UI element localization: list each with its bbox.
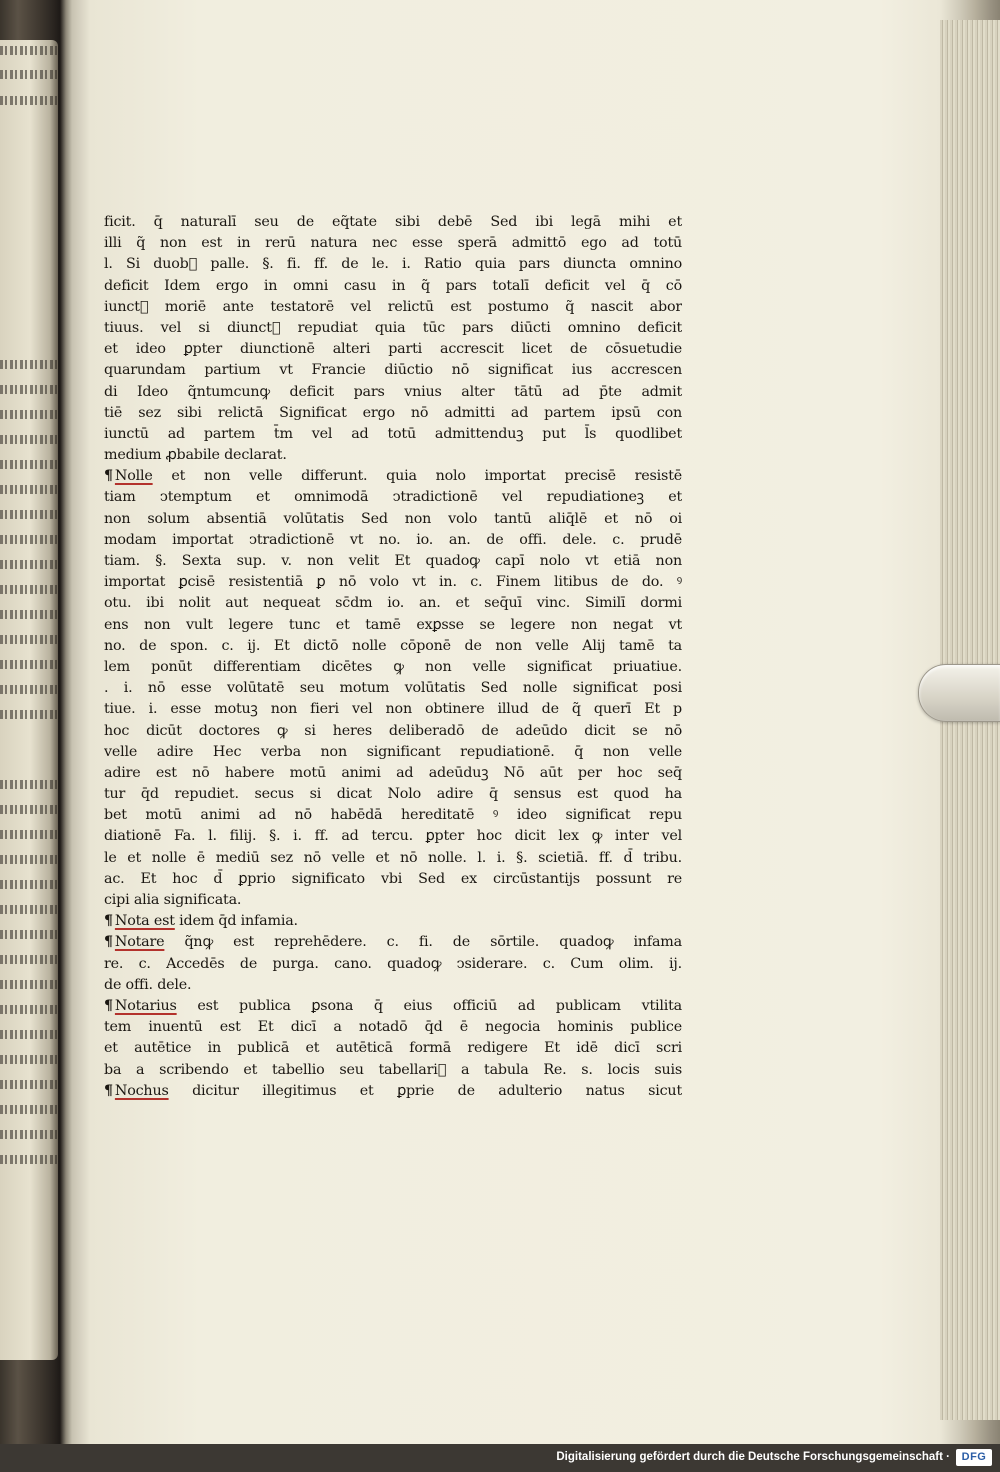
left-page-text-fragment [0,46,58,55]
line-text: lem ponūt differentiam dicētes ꝙ non velle significat priuatiue. [104,658,682,675]
text-line [104,466,682,487]
left-page-text-fragment [0,460,58,469]
text-line [104,1060,682,1081]
line-text: otu. ibi nolit aut nequeat sc̄dm io. an. et seq̄uī vinc. Similī dormi [104,595,682,612]
rubric-headword: Nota est [114,913,175,930]
text-line [104,360,682,381]
paragraph-mark: ¶ [104,913,113,930]
left-page-text-fragment [0,1105,58,1114]
line-text: dicitur illegitimus et ꝑprie de adulterio natus sicut [192,1082,682,1099]
text-line [104,890,682,911]
left-page-text-fragment [0,980,58,989]
rubric-headword: Nochus [114,1082,169,1099]
line-text: . i. nō esse volūtatē seu motum volūtatis Sed nolle significat posi [104,680,682,697]
left-page-text-fragment [0,805,58,814]
left-page-text-fragment [0,635,58,644]
text-line [104,487,682,508]
text-line [104,1038,682,1059]
funding-credit: Digitalisierung gefördert durch die Deutsche Forschungsgemeinschaft · [556,1451,950,1463]
text-line [104,742,682,763]
left-page-text-fragment [0,535,58,544]
left-page-text-fragment [0,1130,58,1139]
line-text: ficit. q̄ naturalī seu de eq̃tate sibi debē Sed ibi legā mihi et [104,214,682,230]
left-page-text-fragment [0,830,58,839]
line-text: bet motū animi ad nō habēdā hereditatē ꝰ ideo significat repu [104,807,682,824]
left-page-text-fragment [0,1030,58,1039]
rubric-headword: Notarius [114,997,177,1014]
text-line [104,403,682,424]
line-text: non solum absentiā volūtatis Sed non volo tantū aliq̄lē et nō oi [104,510,682,527]
line-text: velle adire Hec verba non significant repudiationē. q̄ non velle [104,743,682,760]
line-text: et ideo ꝑpter diunctionē alteri parti accrescit licet de cōsuetudie [104,341,682,358]
line-text: tiam. §. Sexta sup. v. non velit Et quadoꝙ capī nolo vt etiā non [104,553,682,569]
line-text: q̃nꝙ est reprehēdere. c. fi. de sōrtile. quadoꝙ infama [184,934,682,951]
text-line [104,721,682,742]
line-text: ba a scribendo et tabellio seu tabellari᷒ a tabula Re. s. locis suis [104,1061,682,1078]
left-page-text-fragment [0,485,58,494]
line-text: deficit Idem ergo in omni casu in q̃ pars totalī deficit vel q̄ cō [104,277,682,294]
line-text: de offi. dele. [104,976,192,993]
left-page-text-fragment [0,905,58,914]
left-page-text-fragment [0,1155,58,1164]
line-text: di Ideo q̃ntumcunꝙ deficit pars vnius alter tātū ad p̄te admit [104,383,682,400]
left-page-text-fragment [0,385,58,394]
line-text: importat ꝑcisē resistentiā ꝑ nō volo vt in. c. Finem litibus de do. ꝰ [104,574,682,591]
left-page-text-fragment [0,510,58,519]
dfg-logo: DFG [956,1449,992,1466]
rubric-headword: Notare [114,934,165,951]
left-page-text-fragment [0,585,58,594]
line-text: iunct᷒ moriē ante testatorē vel relictū est postumo q̃ nascit abor [104,298,682,315]
line-text: tiē sez sibi relictā Significat ergo nō admitti ad partem ipsū con [104,404,682,421]
text-line [104,869,682,890]
line-text: re. c. Accedēs de purga. cano. quadoꝙ ↄsiderare. c. Cum olim. ij. [104,955,682,972]
left-page-text-fragment [0,710,58,719]
text-line [104,318,682,339]
left-page-fragment [0,40,58,1360]
paragraph-mark: ¶ [104,1082,113,1099]
line-text: cipi alia significata. [104,892,242,908]
left-page-text-fragment [0,96,58,105]
line-text: et non velle differunt. quia nolo importat precisē resistē [171,468,682,485]
line-text: tiam ↄtemptum et omnimodā ↄtradictionē vel repudiationeꝫ et [104,489,682,506]
text-line [104,954,682,975]
paragraph-mark: ¶ [104,997,113,1014]
text-line [104,445,682,466]
text-line [104,572,682,593]
text-line [104,1081,682,1102]
line-text: le et nolle ē mediū sez nō velle et nō nolle. l. i. §. scietiā. ff. d̄ tribu. [104,849,682,866]
text-line [104,763,682,784]
line-text: idem q̄d infamia. [179,913,298,930]
text-line [104,212,682,233]
line-text: no. de spon. c. ij. Et dictō nolle cōponē de non velle Alij tamē ta [104,637,682,654]
paragraph-mark: ¶ [104,468,113,485]
rubric-headword: Nolle [114,468,153,485]
left-page-text-fragment [0,1055,58,1064]
left-page-text-fragment [0,880,58,889]
line-text: tur q̄d repudiet. secus si dicat Nolo adire q̄ sensus est quod ha [104,786,682,803]
paragraph-mark: ¶ [104,934,113,951]
text-line [104,826,682,847]
text-line [104,233,682,254]
line-text: l. Si duob᷒ palle. §. fi. ff. de le. i. Ratio quia pars diuncta omnino [104,256,682,273]
left-page-text-fragment [0,360,58,369]
text-line [104,678,682,699]
line-text: illi q̃ non est in rerū natura nec esse sperā admittō ego ad totū [104,235,682,252]
left-page-text-fragment [0,560,58,569]
line-text: diationē Fa. l. filij. §. i. ff. ad tercu. ꝑpter hoc dicit lex ꝙ inter vel [104,828,682,845]
text-line [104,996,682,1017]
text-line [104,297,682,318]
text-line [104,975,682,996]
left-page-text-fragment [0,780,58,789]
text-line [104,551,682,572]
text-line [104,509,682,530]
left-page-text-fragment [0,410,58,419]
text-line [104,805,682,826]
left-page-text-fragment [0,955,58,964]
line-text: tem inuentū est Et dicī a notadō q̄d ē negocia hominis publice [104,1019,682,1036]
line-text: est publica ꝑsona q̄ eius officiū ad publicam vtilita [197,997,682,1014]
line-text: ac. Et hoc d̄ ꝑprio significato vbi Sed ex circūstantijs possunt re [104,870,682,887]
left-page-text-fragment [0,435,58,444]
line-text: hoc dicūt doctores ꝙ si heres deliberadō de adeūdo dicit se nō [104,722,682,739]
text-line [104,1017,682,1038]
text-line [104,593,682,614]
line-text: ens non vult legere tunc et tamē exꝑsse se legere non negat vt [104,616,682,633]
left-page-text-fragment [0,660,58,669]
bookmark-tab [918,664,1000,722]
line-text: modam importat ↄtradictionē vt no. io. an. de offi. dele. c. prudē [104,531,682,548]
text-line [104,699,682,720]
footer-bar [0,1444,1000,1472]
text-line [104,424,682,445]
line-text: iunctū ad partem t̄m vel ad totū admittenduꝫ put l̄s quodlibet [104,425,682,442]
line-text: tiuus. vel si diunct᷒ repudiat quia tūc pars diūcti omnino deficit [104,319,682,336]
text-line [104,911,682,932]
line-text: et autētice in publicā et autēticā formā redigere Et idē dicī scri [104,1040,682,1057]
line-text: quarundam partium vt Francie diūctio nō significat ius accrescen [104,362,682,379]
left-page-text-fragment [0,610,58,619]
left-page-text-fragment [0,1080,58,1089]
text-line [104,657,682,678]
line-text: medium ꝓbabile declarat. [104,447,287,464]
line-text: tiue. i. esse motuꝫ non fieri vel non obtinere illud de q̃ querī Et p [104,701,682,718]
text-line [104,932,682,953]
text-line [104,339,682,360]
left-page-text-fragment [0,685,58,694]
text-line [104,636,682,657]
text-line [104,615,682,636]
line-text: adire est nō habere motū animi ad adeūduꝫ Nō aūt per hoc seq̄ [104,764,682,781]
printed-text-block [104,212,682,1102]
text-line [104,848,682,869]
text-line [104,382,682,403]
text-line [104,254,682,275]
left-page-text-fragment [0,930,58,939]
left-page-text-fragment [0,70,58,79]
text-line [104,530,682,551]
text-line [104,784,682,805]
left-page-text-fragment [0,855,58,864]
left-page-text-fragment [0,1005,58,1014]
text-line [104,276,682,297]
